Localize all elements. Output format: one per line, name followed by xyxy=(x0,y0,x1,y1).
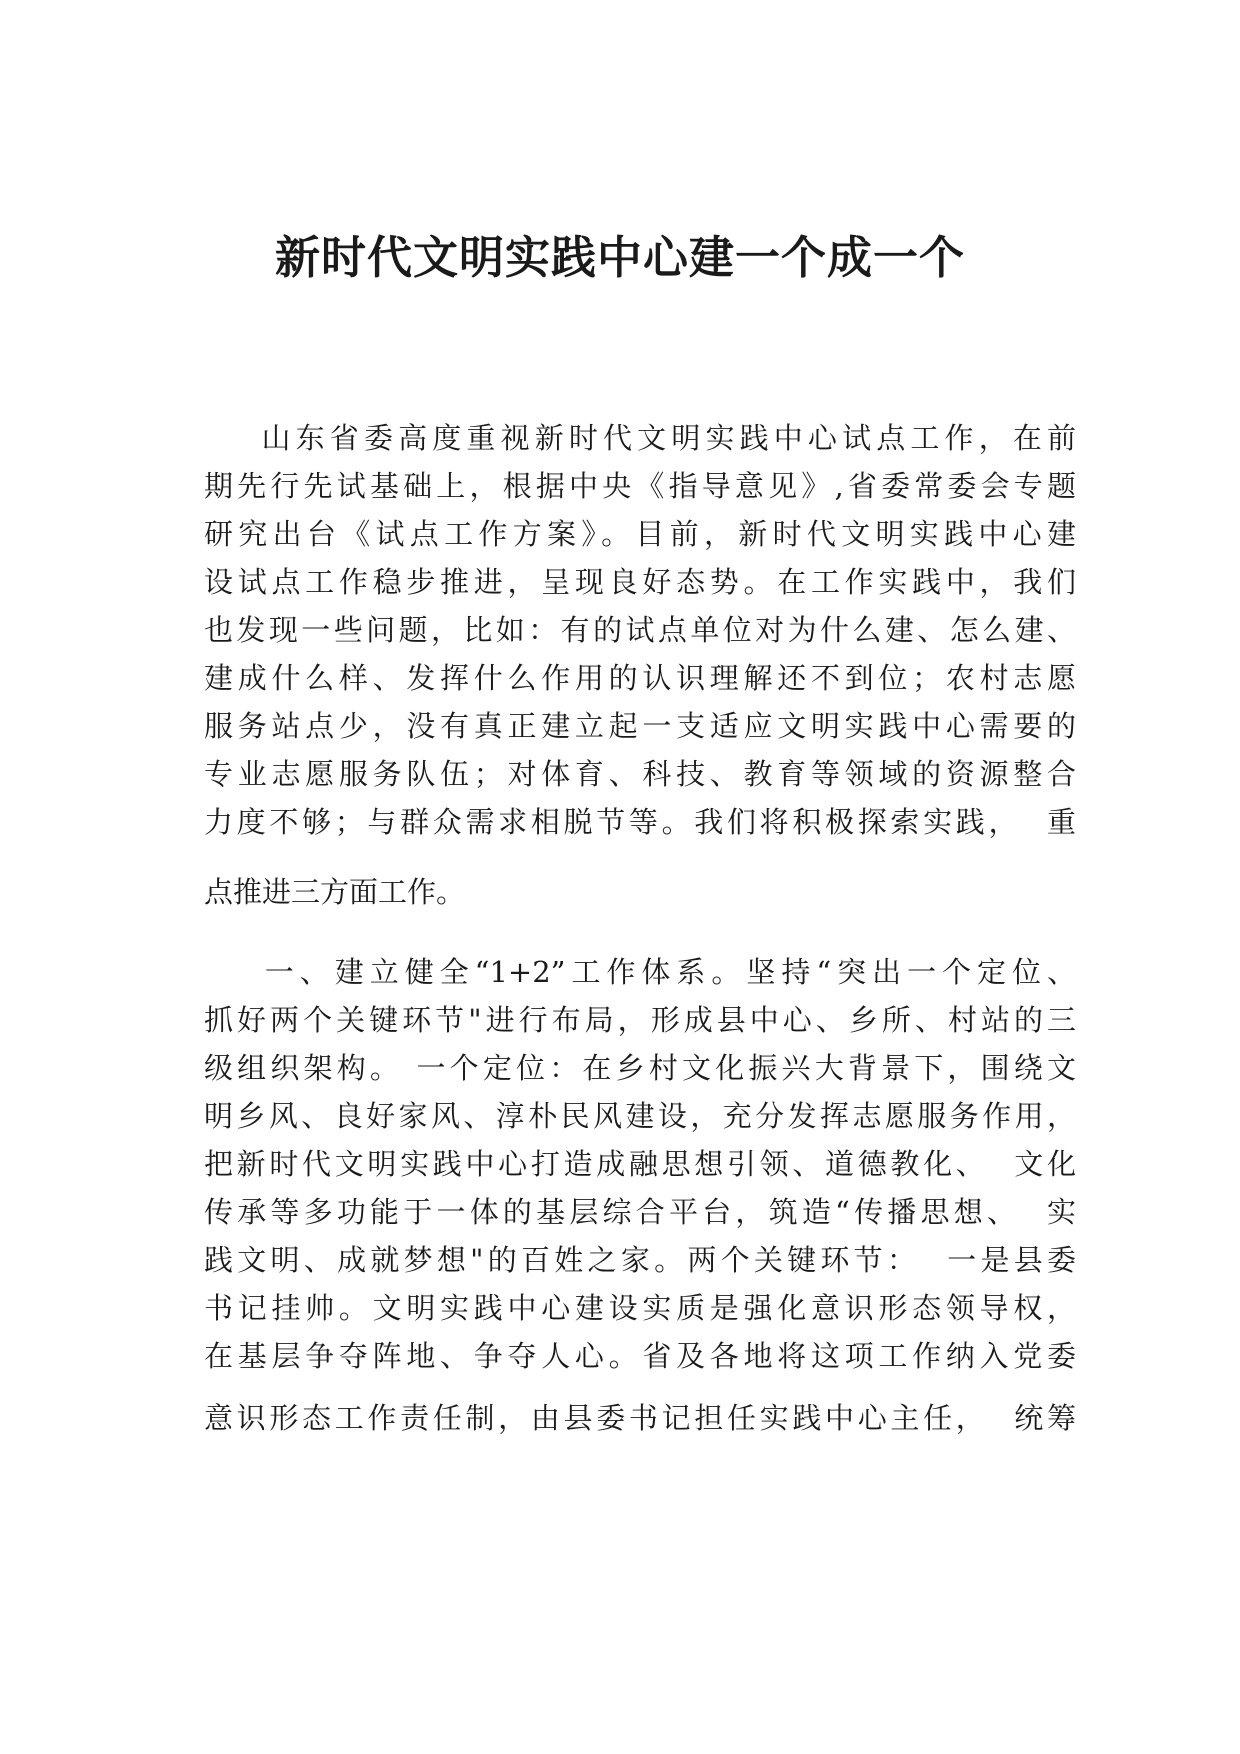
paragraph-1-line: 研究出台《试点工作方案》。目前，新时代文明实践中心建 xyxy=(204,517,1076,551)
paragraph-2-line: 级组织架构。 一个定位：在乡村文化振兴大背景下，围绕文 xyxy=(204,1051,1076,1085)
document-body xyxy=(204,414,1076,1442)
paragraph-2-line: 把新时代文明实践中心打造成融思想引领、道德教化、 文化 xyxy=(204,1147,1076,1181)
paragraph-2-line: 明乡风、良好家风、淳朴民风建设，充分发挥志愿服务作用， xyxy=(204,1099,1076,1133)
paragraph-spacer xyxy=(204,916,1076,948)
paragraph-1-line: 服务站点少，没有真正建立起一支适应文明实践中心需要的 xyxy=(204,709,1076,743)
paragraph-1-line: 期先行先试基础上，根据中央《指导意见》,省委常委会专题 xyxy=(204,469,1076,503)
paragraph-1-line: 点推进三方面工作。 xyxy=(204,875,466,909)
paragraph-2-line: 传承等多功能于一体的基层综合平台，筑造“传播思想、 实 xyxy=(204,1195,1076,1229)
paragraph-2-line: 践文明、成就梦想"的百姓之家。两个关键环节： 一是县委 xyxy=(204,1243,1076,1277)
paragraph-1-line: 力度不够；与群众需求相脱节等。我们将积极探索实践， 重 xyxy=(204,805,1076,839)
paragraph-1-line: 设试点工作稳步推进，呈现良好态势。在工作实践中，我们 xyxy=(204,565,1076,599)
line-spacer xyxy=(204,1380,1076,1394)
paragraph-1-line: 也发现一些问题，比如：有的试点单位对为什么建、怎么建、 xyxy=(204,613,1076,647)
paragraph-2-line: 抓好两个关键环节"进行布局，形成县中心、乡所、村站的三 xyxy=(204,1003,1076,1037)
line-spacer xyxy=(204,846,1076,868)
paragraph-1-line: 山东省委高度重视新时代文明实践中心试点工作，在前 xyxy=(204,421,1076,455)
paragraph-2-line: 一、建立健全“1+2”工作体系。坚持“突出一个定位、 xyxy=(204,955,1076,989)
paragraph-1-line: 专业志愿服务队伍；对体育、科技、教育等领域的资源整合 xyxy=(204,757,1076,791)
paragraph-1-line: 建成什么样、发挥什么作用的认识理解还不到位；农村志愿 xyxy=(204,661,1076,695)
paragraph-2-line: 书记挂帅。文明实践中心建设实质是强化意识形态领导权， xyxy=(204,1291,1076,1325)
paragraph-2-line: 在基层争夺阵地、争夺人心。省及各地将这项工作纳入党委 xyxy=(204,1339,1076,1373)
paragraph-2-line: 意识形态工作责任制，由县委书记担任实践中心主任， 统筹 xyxy=(204,1401,1076,1435)
document-title: 新时代文明实践中心建一个成一个 xyxy=(274,231,965,284)
